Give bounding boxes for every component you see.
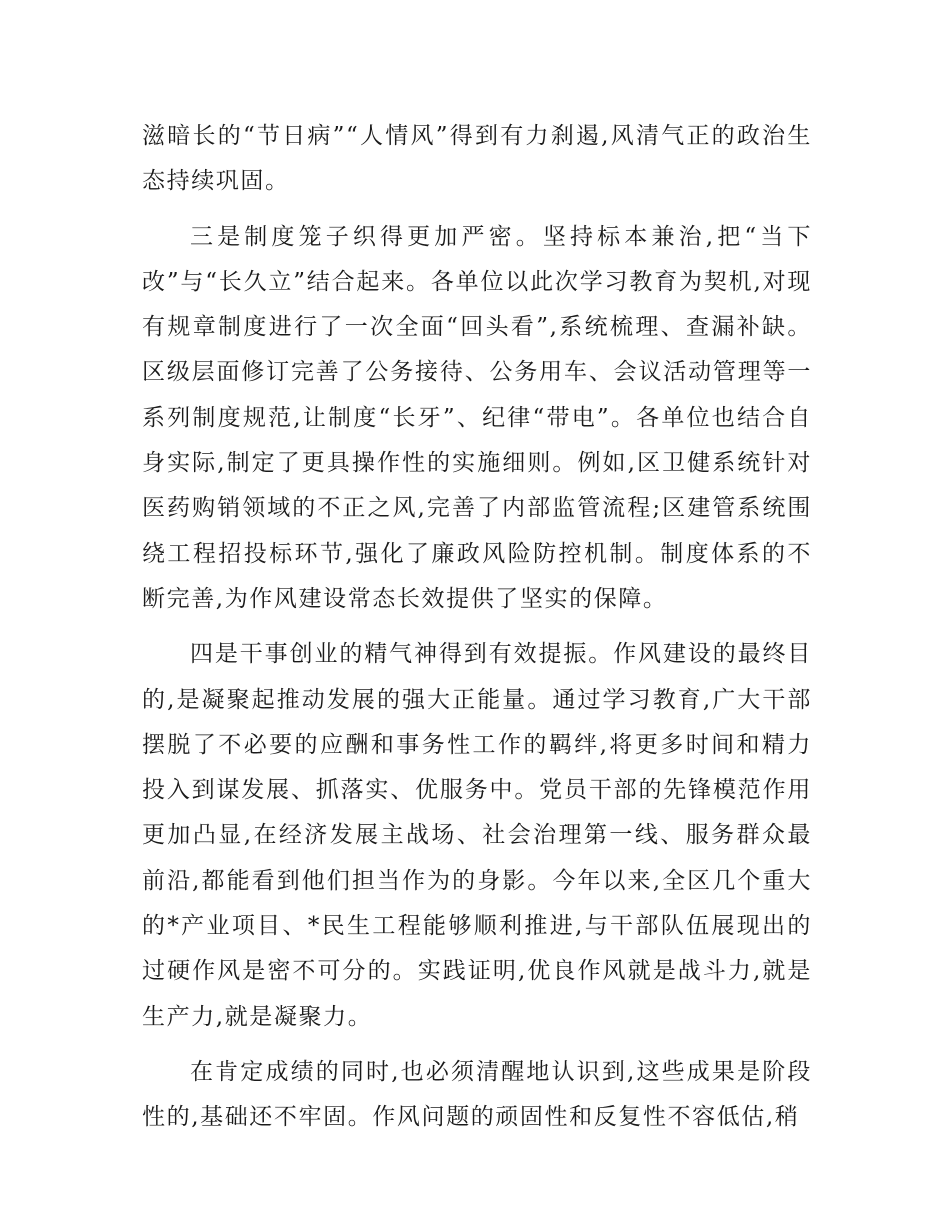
paragraph-continuation: 滋暗长的“节日病”“人情风”得到有力刹遏,风清气正的政治生态持续巩固。 [142,123,812,195]
paragraph-institutional-system: 三是制度笼子织得更加严密。坚持标本兼治,把“当下改”与“长久立”结合起来。各单位以此次学习教育为契机,对现有规章制度进行了一次全面“回头看”,系统梳理、查漏补缺。区级层面修订完善了公务接待、公务用车、会议活动管理等一系列制度规范,让制度“长牙”、纪律“带电”。各单位也结合自身实际,制定了更具操作性的实施细则。例如,区卫健系统针对医药购销领域的不正之风,完善了内部监管流程;区建管系统围绕工程招投标环节,强化了廉政风险防控机制。制度体系的不断完善,为作风建设常态长效提供了坚实的保障。 [142,223,812,612]
document-page [142,114,812,1151]
paragraph-work-spirit: 四是干事创业的精气神得到有效提振。作风建设的最终目的,是凝聚起推动发展的强大正能量。通过学习教育,广大干部摆脱了不必要的应酬和事务性工作的羁绊,将更多时间和精力投入到谋发展、抓落实、优服务中。党员干部的先锋模范作用更加凸显,在经济发展主战场、社会治理第一线、服务群众最前沿,都能看到他们担当作为的身影。今年以来,全区几个重大的*产业项目、*民生工程能够顺利推进,与干部队伍展现出的过硬作风是密不可分的。实践证明,优良作风就是战斗力,就是生产力,就是凝聚力。 [142,641,812,1030]
paragraph-achievements-assessment: 在肯定成绩的同时,也必须清醒地认识到,这些成果是阶段性的,基础还不牢固。作风问题的顽固性和反复性不容低估,稍 [142,1058,812,1131]
